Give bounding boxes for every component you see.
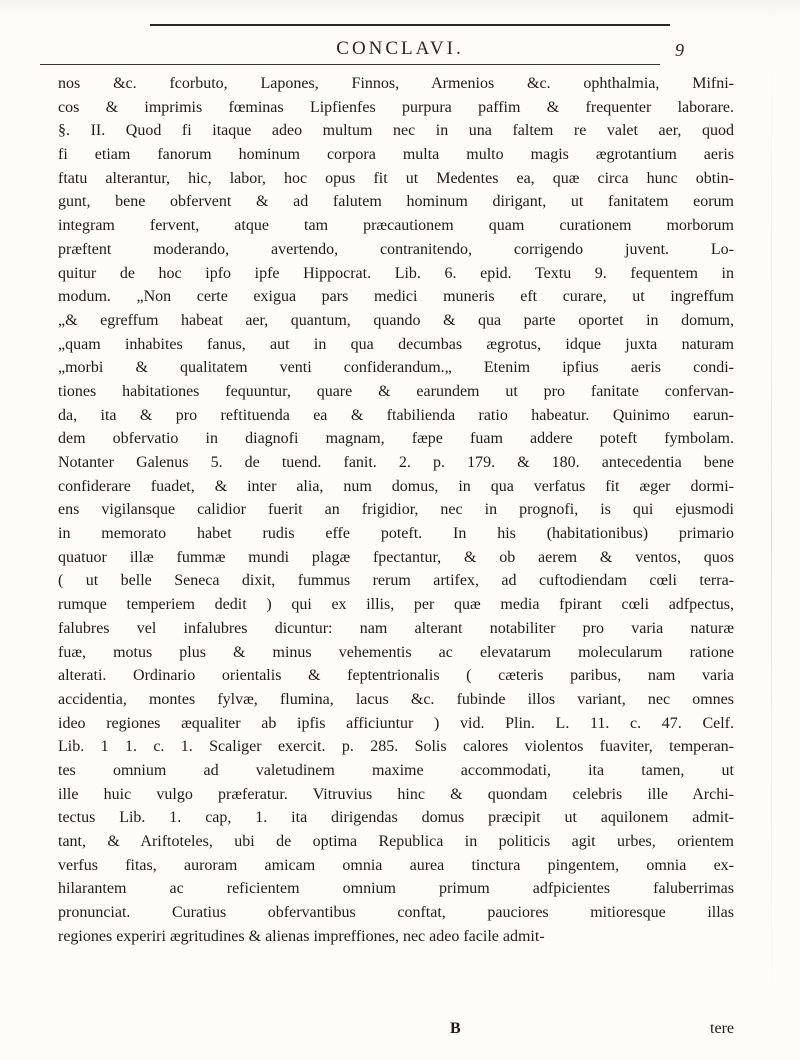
bottom-marks <box>58 1020 734 1044</box>
text-line: da, ita & pro reftituenda ea & ftabilienda ratio habeatur. Quinimo earun- <box>58 406 734 424</box>
text-line: fi etiam fanorum hominum corpora multa multo magis ægrotantium aeris <box>58 146 734 164</box>
text-line: hilarantem ac reficientem omnium primum adfpicientes faluberrimas <box>58 880 734 898</box>
text-line: quatuor illæ fummæ mundi plagæ fpectantur, & ob aerem & ventos, quos <box>58 548 734 566</box>
text-line: præftent moderando, avertendo, contranitendo, corrigendo juvent. Lo- <box>58 240 734 258</box>
text-line: Lib. 1 1. c. 1. Scaliger exercit. p. 285. Solis calores violentos fuaviter, temperan- <box>58 738 734 756</box>
text-line: ille huic vulgo præferatur. Vitruvius hinc & quondam celebris ille Archi- <box>58 785 734 803</box>
body-text <box>58 72 734 948</box>
text-line: ftatu alterantur, hic, labor, hoc opus fit ut Medentes ea, quæ circa hunc obtin- <box>58 169 734 187</box>
text-line: tiones habitationes fequuntur, quare & earundem ut pro fanitate confervan- <box>58 382 734 400</box>
text-line: tectus Lib. 1. cap, 1. ita dirigendas domus præcipit ut aquilonem admit- <box>58 809 734 827</box>
text-line: ens vigilansque calidior fuerit an frigidior, nec in prognofi, is qui ejusmodi <box>58 501 734 519</box>
text-line: quitur de hoc ipfo ipfe Hippocrat. Lib. 6. epid. Textu 9. fequentem in <box>58 264 734 282</box>
catchword: tere <box>710 1020 734 1037</box>
text-line: fuæ, motus plus & minus vehementis ac elevatarum molecularum ratione <box>58 643 734 661</box>
text-line: cos & imprimis fœminas Lipfienfes purpura paffim & frequenter laborare. <box>58 98 734 116</box>
page-number: 9 <box>675 40 684 60</box>
text-line: accidentia, montes fylvæ, flumina, lacus &c. fubinde illos variant, nec omnes <box>58 690 734 708</box>
text-line: confiderare fuadet, & inter alia, num domus, in qua verfatus fit æger dormi- <box>58 477 734 495</box>
text-line: „quam inhabites fanus, aut in qua decumbas ægrotus, idque juxta naturam <box>58 335 734 353</box>
text-line: §. II. Quod fi itaque adeo multum nec in una faltem re valet aer, quod <box>58 122 734 140</box>
text-line: gunt, bene obfervent & ad falutem hominum dirigant, ut fanitatem eorum <box>58 193 734 211</box>
text-line: alterati. Ordinario orientalis & feptentrionalis ( cæteris paribus, nam varia <box>58 667 734 685</box>
running-head: CONCLAVI. <box>336 38 464 59</box>
text-line: pronunciat. Curatius obfervantibus conftat, pauciores mitioresque illas <box>58 904 734 922</box>
text-line: „& egreffum habeat aer, quantum, quando & qua parte oportet in domum, <box>58 311 734 329</box>
head-rule <box>40 64 660 65</box>
text-line: in memorato habet rudis effe poteft. In his (habitationibus) primario <box>58 525 734 543</box>
page-fold-shadow <box>771 0 772 1060</box>
text-line: rumque temperiem dedit ) qui ex illis, per quæ media fpirant cœli adfpectus, <box>58 596 734 614</box>
text-line: ideo regiones æqualiter ab ipfis afficiuntur ) vid. Plin. L. 11. c. 47. Celf. <box>58 714 734 732</box>
text-line: modum. „Non certe exigua pars medici muneris eft curare, ut ingreffum <box>58 288 734 306</box>
text-line: integram fervent, atque tam præcautionem quam curationem morborum <box>58 217 734 235</box>
text-line: nos &c. fcorbuto, Lapones, Finnos, Armenios &c. ophthalmia, Mifni- <box>58 75 734 92</box>
text-line: „morbi & qualitatem venti confiderandum.„ Etenim ipfius aeris condi- <box>58 359 734 377</box>
top-rule <box>150 24 670 26</box>
text-line: tes omnium ad valetudinem maxime accommodati, ita tamen, ut <box>58 761 734 779</box>
text-line: Notanter Galenus 5. de tuend. fanit. 2. p. 179. & 180. antecedentia bene <box>58 454 734 471</box>
text-line: ( ut belle Seneca dixit, fummus rerum artifex, ad cuftodiendam cœli terra- <box>58 572 734 590</box>
text-line: dem obfervatio in diagnofi magnam, fæpe fuam addere poteft fymbolam. <box>58 430 734 448</box>
text-line: verfus fitas, auroram amicam omnia aurea tinctura pingentem, omnia ex- <box>58 856 734 874</box>
text-line: regiones experiri ægritudines & alienas impreffiones, nec adeo facile admit- <box>58 927 545 945</box>
text-line: tant, & Ariftoteles, ubi de optima Republica in politicis agit urbes, orientem <box>58 833 734 850</box>
signature-mark: B <box>450 1020 461 1037</box>
text-line: falubres vel infalubres dicuntur: nam alterant notabiliter pro varia naturæ <box>58 619 734 637</box>
scan-edge <box>0 0 800 18</box>
